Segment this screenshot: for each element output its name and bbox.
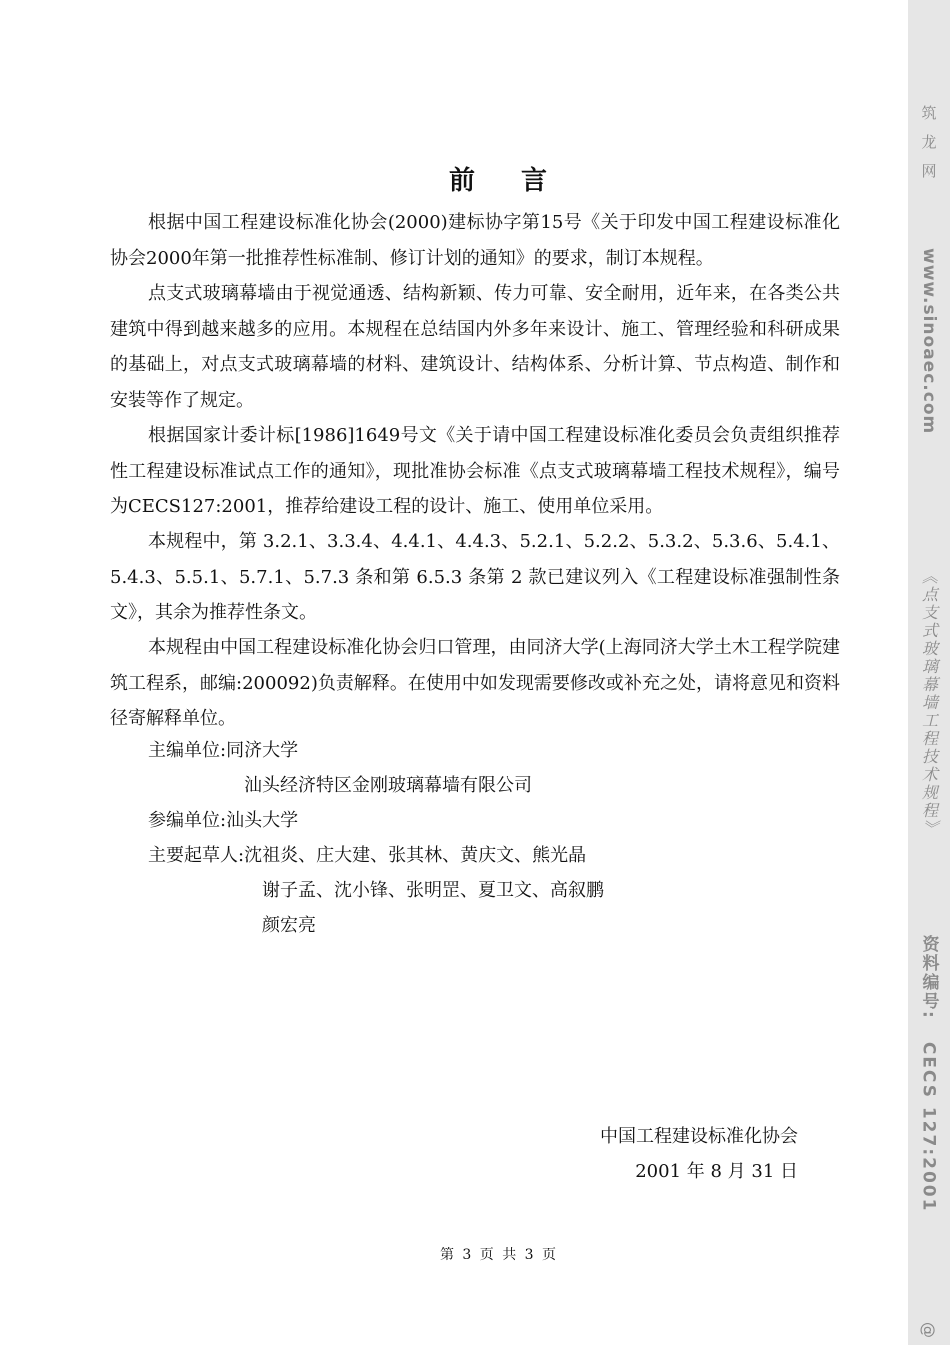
paragraph-1: 根据中国工程建设标准化协会(2000)建标协字第15号《关于印发中国工程建设标准化协会2000年第一批推荐性标准制、修订计划的通知》的要求，制订本规程。: [110, 212, 840, 269]
co-editor-line: [148, 803, 298, 839]
page-number: 第 3 页 共 3 页: [439, 1247, 559, 1263]
chief-editor-line: [148, 733, 298, 769]
chief-editor-label: 主编单位:: [148, 740, 227, 761]
paragraph-3: 根据国家计委计标[1986]1649号文《关于请中国工程建设标准化委员会负责组织推荐性工程建设标准试点工作的通知》，现批准协会标准《点支式玻璃幕墙工程技术规程》，编号为CECS127:2001，推荐给建设工程的设计、施工、使用单位采用。: [110, 425, 840, 517]
paragraph-5: 本规程由中国工程建设标准化协会归口管理，由同济大学(上海同济大学土木工程学院建筑工程系，邮编:200092)负责解释。在使用中如发现需要修改或补充之处，请将意见和资料径寄解释单位。: [110, 637, 840, 729]
drafters-2: 谢子孟、沈小锋、张明罡、夏卫文、高叙鹏: [262, 880, 604, 901]
watermark-at-symbol: @: [919, 1322, 939, 1338]
watermark-doc-code: [917, 935, 942, 1212]
signature-date: 2001 年 8 月 31 日: [635, 1161, 798, 1182]
page-title: 前言: [448, 166, 593, 196]
chief-editor-2: 汕头经济特区金刚玻璃幕墙有限公司: [244, 775, 532, 796]
drafters-1: 沈祖炎、庄大建、张其林、黄庆文、熊光晶: [244, 845, 587, 866]
drafters-label: 主要起草人:: [148, 845, 245, 866]
signature-org: 中国工程建设标准化协会: [600, 1126, 798, 1147]
co-editor-1: 汕头大学: [226, 810, 299, 831]
co-editor-label: 参编单位:: [148, 810, 227, 831]
drafters-3: 颜宏亮: [262, 915, 316, 936]
watermark-site-name: 筑龙网: [919, 105, 938, 192]
paragraph-2: 点支式玻璃幕墙由于视觉通透、结构新颖、传力可靠、安全耐用，近年来，在各类公共建筑中得到越来越多的应用。本规程在总结国内外多年来设计、施工、管理经验和科研成果的基础上，对点支式玻璃幕墙的材料、建筑设计、结构体系、分析计算、节点构造、制作和安装等作了规定。: [110, 283, 840, 411]
watermark-url: www.sinoaec.com: [919, 248, 939, 435]
watermark-code-label: 资料编号:: [918, 935, 939, 1020]
chief-editor-1: 同济大学: [226, 740, 299, 761]
watermark-code-value: CECS 127:2001: [918, 1041, 939, 1213]
drafters-line: [148, 838, 586, 874]
watermark-doc-title: 《点支式玻璃幕墙工程技术规程》: [919, 568, 939, 838]
paragraph-4: 本规程中，第 3.2.1、3.3.4、4.4.1、4.4.3、5.2.1、5.2.2、5.3.2、5.3.6、5.4.1、5.4.3、5.5.1、5.7.1、5.7.3 条和第 6.5.3 条第 2 款已建议列入《工程建设标准强制性条文》，其余为推荐性条文。: [110, 531, 840, 623]
